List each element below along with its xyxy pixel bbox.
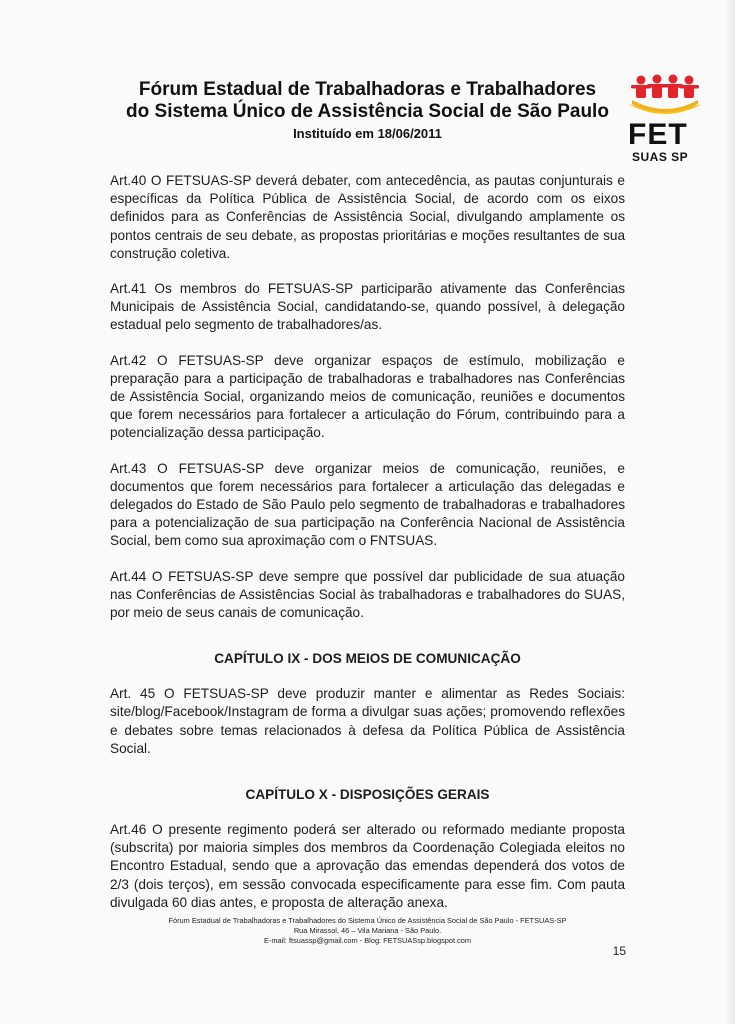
people-sun-icon bbox=[622, 70, 708, 120]
article-45: Art. 45 O FETSUAS-SP deve produzir manter e alimentar as Redes Sociais: site/blog/Facebook/Instagram de forma a divulgar suas ações; promovendo reflexões e debates sobre temas relacionados à defesa da Política Pública de Assistência Social. bbox=[110, 686, 625, 756]
article-46: Art.46 O presente regimento poderá ser alterado ou reformado mediante proposta (subscrita) por maioria simples dos membros da Coordenação Colegiada eleitos no Encontro Estadual, sendo que a aprovação das emendas dependerá dos votos de 2/3 (dois terços), em sessão convocada especificamente para esse fim. Com pauta divulgada 60 dias antes, e proposta de alteração anexa. bbox=[110, 822, 625, 910]
header-title-line-2: do Sistema Único de Assistência Social de São Paulo bbox=[126, 101, 609, 122]
article-43: Art.43 O FETSUAS-SP deve organizar meios de comunicação, reuniões, e documentos que forem necessários para fortalecer a articulação das delegadas e delegados do Estado de São Paulo pelo segmento de trabalhadoras e trabalhadores para a potencialização de sua participação na Conferência Nacional de Assistência Social, bem como sua aproximação com o FNTSUAS. bbox=[110, 460, 625, 549]
logo-fet-text: FET bbox=[628, 118, 688, 151]
document-body bbox=[110, 172, 625, 929]
document-footer bbox=[110, 916, 625, 946]
footer-line-2: Rua Mirassol, 46 – Vila Mariana - São Paulo. bbox=[293, 926, 442, 935]
page-edge-shadow bbox=[725, 0, 735, 1024]
logo-suas-text: SUAS SP bbox=[632, 150, 689, 164]
document-header bbox=[100, 79, 635, 143]
fet-suas-logo bbox=[622, 70, 708, 166]
chapter-ix-heading: CAPÍTULO IX - DOS MEIOS DE COMUNICAÇÃO bbox=[214, 651, 521, 667]
article-40: Art.40 O FETSUAS-SP deverá debater, com antecedência, as pautas conjunturais e específicas da Política Pública de Assistência Social, de acordo com os eixos definidos para as Conferências de Assistência Social, divulgando amplamente os pontos centrais de seu debate, as propostas prioritárias e moções resultantes de sua construção coletiva. bbox=[110, 173, 625, 261]
header-subtitle: Instituído em 18/06/2011 bbox=[293, 126, 442, 141]
page-number: 15 bbox=[612, 944, 626, 958]
header-title-line-1: Fórum Estadual de Trabalhadoras e Trabalhadores bbox=[138, 79, 597, 100]
article-41: Art.41 Os membros do FETSUAS-SP participarão ativamente das Conferências Municipais de Assistência Social, candidatando-se, quando possível, à delegação estadual pelo segmento de trabalhadores/as. bbox=[110, 281, 625, 333]
footer-line-3: E-mail: ftsuassp@gmail.com - Blog: FETSUASsp.blogspot.com bbox=[263, 936, 472, 945]
footer-line-1: Fórum Estadual de Trabalhadoras e Trabalhadores do Sistema Único de Assistência Social de São Paulo - FETSUAS-SP bbox=[168, 916, 567, 925]
article-44: Art.44 O FETSUAS-SP deve sempre que possível dar publicidade de sua atuação nas Conferências de Assistências Social às trabalhadoras e trabalhadores do SUAS, por meio de seus canais de comunicação. bbox=[110, 568, 625, 621]
article-42: Art.42 O FETSUAS-SP deve organizar espaços de estímulo, mobilização e preparação para a participação de trabalhadoras e trabalhadores nas Conferências de Assistência Social, organizando meios de comunicação, reuniões e documentos que forem necessários para fortalecer a articulação do Fórum, contribuindo para a potencialização dessa participação. bbox=[110, 352, 625, 441]
chapter-x-heading: CAPÍTULO X - DISPOSIÇÕES GERAIS bbox=[245, 787, 490, 803]
